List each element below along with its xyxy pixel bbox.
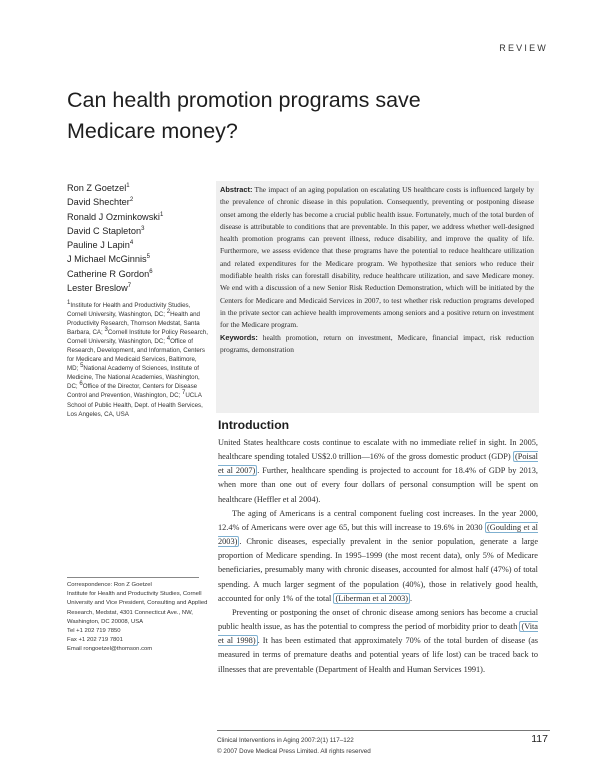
author: Lester Breslow$^7$ <box>67 283 132 294</box>
copyright-notice: © 2007 Dove Medical Press Limited. All rights reserved <box>217 748 371 755</box>
citation-link[interactable]: (Poisal et al 2007) <box>218 452 538 476</box>
affiliations: $^1$Institute for Health and Productivity Studies, Cornell University, Washington, DC; $^2$Health and Productivity Research, Thomson Medstat, Santa Barbara, CA; $^3$Cornell Institute for Policy Research, Cornell University, Washington, DC; $^4$Office of Research, Development, and Information, Centers for Medicare and Medicaid Services, Baltimore, MD; $^5$National Academy of Sciences, Institute of Medicine, The National Academies, Washington, DC; $^6$Office of the Director, Centers for Disease Control and Prevention, Washington, DC; $^7$UCLA School of Public Health, Dept. of Health Services, Los Angeles, CA, USA <box>67 299 208 418</box>
paragraph: United States healthcare costs continue to escalate with no immediate relief in sight. In 2005, healthcare spending totaled US$2.0 trillion—16% of the gross domestic product (GDP) (Poisal et al 2007) . Further, healthcare spending is projected to account for 18.4% of GDP by 2013, when more than one out of every four dollars of personal consumption will be spent on healthcare (Heffler et al 2004). <box>218 438 539 504</box>
article-title: Can health promotion programs save Medicare money? <box>67 88 421 143</box>
author-list <box>67 181 207 295</box>
author: David Shechter$^2$ <box>67 197 134 208</box>
paragraph: The aging of Americans is a central component fueling cost increases. In the year 2000, 12.4% of Americans were over age 65, but this will increase to 19.6% in 2030 (Goulding et al 2003) . Chronic diseases, especially prevalent in the senior population, generate a large proportion of Medicare spending. In 1995–1999 (the most recent data), only 5% of Medicare beneficiaries, presumably many with chronic diseases, accounted for almost half (47%) of total spending. A much larger segment of the population (40%), those in relatively good health, accounted for only 1% of the total (Liberman et al 2003) . <box>218 508 538 603</box>
page-number: 117 <box>531 733 548 745</box>
abstract-paragraph: Abstract: The impact of an aging population on escalating US healthcare costs is influenced largely by the prevalence of chronic disease in this population. Consequently, preventing or postponing disease onset among the elderly has become a crucial public health issue. Fortunately, much of the total burden of disease is attributable to conditions that are preventable. In this paper, we address whether well-designed health promotion programs can prevent illness, reduce disability, and improve the quality of life. Furthermore, we assess evidence that these programs have the potential to reduce healthcare utilization and related expenditures for the Medicare program. We hypothesize that seniors who reduce their modifiable health risks can forestall disability, reduce healthcare utilization, and save Medicare money. We end with a discussion of a new Senior Risk Reduction Demonstration, which will be initiated by the Centers for Medicare and Medicaid Services in 2007, to test whether risk reduction programs developed in the private sector can achieve health improvements among seniors and a positive return on investment for the Medicare program. <box>220 185 534 330</box>
introduction-heading: Introduction <box>218 418 290 432</box>
author: David C Stapleton$^3$ <box>67 225 145 236</box>
introduction-body <box>218 436 538 677</box>
correspondence: Correspondence: Ron Z Goetzel Institute for Health and Productivity Studies, Cornell University and Vice President, Consulting and Applied Research, Medstat, 4301 Connecticut Ave., NW, Washington, DC 20008, USA Tel +1 202 719 7850 Fax +1 202 719 7801 Email rongoetzel@thomson.com <box>67 582 208 653</box>
keywords-label: Keywords: <box>220 332 258 342</box>
abstract-box <box>216 181 539 413</box>
keywords-paragraph: Keywords: health promotion, return on investment, Medicare, financial impact, risk reduction programs, demonstration <box>220 332 534 354</box>
author: J Michael McGinnis$^5$ <box>67 254 150 265</box>
footer-divider <box>217 730 550 731</box>
section-label: REVIEW <box>499 43 548 53</box>
author: Ron Z Goetzel$^1$ <box>67 182 130 193</box>
citation-link[interactable]: (Liberman et al 2003) <box>335 593 409 603</box>
author: Pauline J Lapin$^4$ <box>67 240 134 251</box>
correspondence-divider <box>67 577 199 578</box>
citation-link[interactable]: (Goulding et al 2003) <box>218 522 538 547</box>
journal-citation: Clinical Interventions in Aging 2007:2(1) 117–122 <box>217 737 354 744</box>
paragraph: Preventing or postponing the onset of chronic disease among seniors has become a crucial public health issue, as has the potential to compress the period of morbidity prior to death (Vita et al 1998) . It has been estimated that approximately 70% of the total burden of disease (as measured in terms of premature deaths and potential years of life lost) can be traced back to illnesses that are preventable (Department of Health and Human Services 1991). <box>218 607 538 674</box>
abstract-label: Abstract: <box>220 185 253 194</box>
author: Ronald J Ozminkowski$^1$ <box>67 211 164 222</box>
author: Catherine R Gordon$^6$ <box>67 268 153 279</box>
citation-link[interactable]: (Vita et al 1998) <box>218 622 538 646</box>
